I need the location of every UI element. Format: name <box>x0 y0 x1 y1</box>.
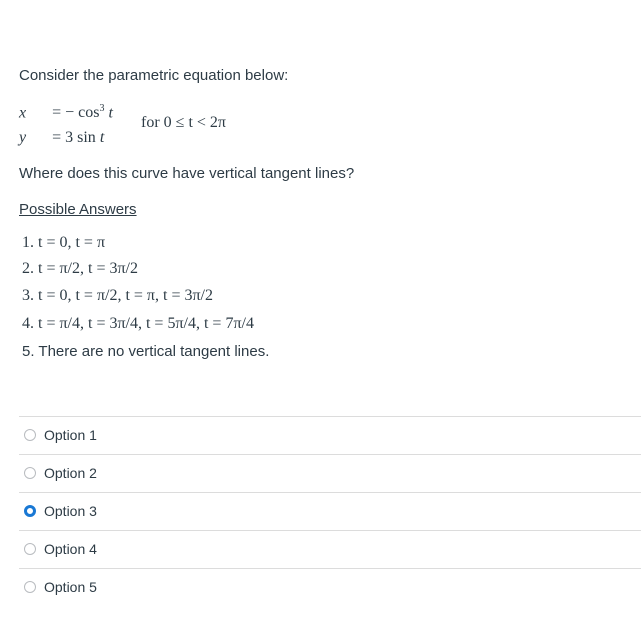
option-4-label[interactable]: Option 4 <box>44 541 97 557</box>
option-5-label[interactable]: Option 5 <box>44 579 97 595</box>
eq-y-rhs: = 3 sin <box>52 129 96 146</box>
divider <box>19 492 641 493</box>
eq-x-arg: t <box>108 104 113 122</box>
option-4-radio[interactable] <box>24 543 36 555</box>
option-3-label[interactable]: Option 3 <box>44 503 97 519</box>
eq-x-exp: 3 <box>99 103 105 114</box>
answer-3: 3. t = 0, t = π/2, t = π, t = 3π/2 <box>22 287 213 304</box>
divider <box>19 568 641 569</box>
divider <box>19 530 641 531</box>
equation-y <box>19 129 104 147</box>
option-2-radio[interactable] <box>24 467 36 479</box>
option-1-radio[interactable] <box>24 429 36 441</box>
answer-2: 2. t = π/2, t = 3π/2 <box>22 260 138 277</box>
answer-4: 4. t = π/4, t = 3π/4, t = 5π/4, t = 7π/4 <box>22 315 254 332</box>
option-3-radio[interactable] <box>24 505 36 517</box>
var-y: y <box>19 129 27 146</box>
question-prompt: Consider the parametric equation below: <box>19 67 289 84</box>
option-1-label[interactable]: Option 1 <box>44 427 97 443</box>
question-ask: Where does this curve have vertical tangent lines? <box>19 165 355 182</box>
equation-x <box>19 103 113 122</box>
equation-domain: for 0 ≤ t < 2π <box>141 114 226 131</box>
option-2-label[interactable]: Option 2 <box>44 465 97 481</box>
answer-5: 5. There are no vertical tangent lines. <box>22 343 270 360</box>
eq-x-rhs: = − cos <box>52 104 100 122</box>
var-x: x <box>19 104 27 122</box>
divider <box>19 454 641 455</box>
option-5-radio[interactable] <box>24 581 36 593</box>
eq-y-arg: t <box>99 129 105 146</box>
answers-heading: Possible Answers <box>19 201 137 218</box>
answer-1: 1. t = 0, t = π <box>22 234 106 251</box>
divider <box>19 416 641 417</box>
